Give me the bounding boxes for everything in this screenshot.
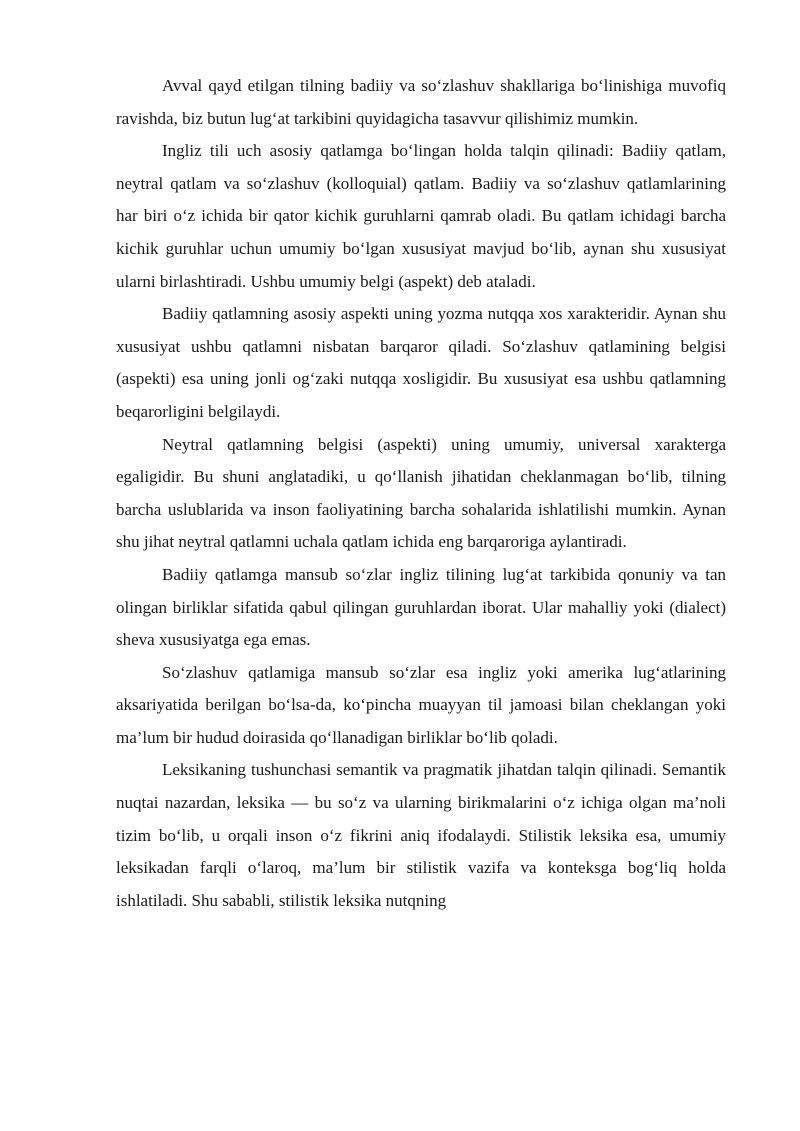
paragraph-1: Avval qayd etilgan tilning badiiy va so‘zlashuv shakllariga bo‘linishiga muvofiq ravishda, biz butun lug‘at tarkibini quyidagicha tasavvur qilishimiz mumkin. bbox=[116, 76, 726, 128]
paragraph-7: Leksikaning tushunchasi semantik va pragmatik jihatdan talqin qilinadi. Semantik nuqtai nazardan, leksika — bu so‘z va ularning birikmalarini o‘z ichiga olgan ma’noli tizim bo‘lib, u orqali inson o‘z fikrini aniq ifodalaydi. Stilistik leksika esa, umumiy leksikadan farqli o‘laroq, ma’lum bir stilistik vazifa va konteksga bog‘liq holda ishlatiladi. Shu sababli, stilistik leksika nutqning bbox=[116, 760, 726, 910]
paragraph-4: Neytral qatlamning belgisi (aspekti) uning umumiy, universal xarakterga egaligidir. Bu shuni anglatadiki, u qo‘llanish jihatidan cheklanmagan bo‘lib, tilning barcha uslublarida va inson faoliyatining barcha sohalarida ishlatilishi mumkin. Aynan shu jihat neytral qatlamni uchala qatlam ichida eng barqaroriga aylantiradi. bbox=[116, 434, 726, 552]
paragraph-6: So‘zlashuv qatlamiga mansub so‘zlar esa ingliz yoki amerika lug‘atlarining aksariyatida berilgan bo‘lsa-da, ko‘pincha muayyan til jamoasi bilan cheklangan yoki ma’lum bir hudud doirasida qo‘llanadigan birliklar bo‘lib qoladi. bbox=[116, 662, 726, 747]
paragraph-2: Ingliz tili uch asosiy qatlamga bo‘lingan holda talqin qilinadi: Badiiy qatlam, neytral qatlam va so‘zlashuv (kolloquial) qatlam. Badiiy va so‘zlashuv qatlamlarining har biri o‘z ichida bir qator kichik guruhlarni qamrab oladi. Bu qatlam ichidagi barcha kichik guruhlar uchun umumiy bo‘lgan xususiyat mavjud bo‘lib, aynan shu xususiyat ularni birlashtiradi. Ushbu umumiy belgi (aspekt) deb ataladi. bbox=[116, 141, 726, 291]
document-page bbox=[116, 70, 726, 917]
paragraph-3: Badiiy qatlamning asosiy aspekti uning yozma nutqqa xos xarakteridir. Aynan shu xususiyat ushbu qatlamni nisbatan barqaror qiladi. So‘zlashuv qatlamining belgisi (aspekti) esa uning jonli og‘zaki nutqqa xosligidir. Bu xususiyat esa ushbu qatlamning beqarorligini belgilaydi. bbox=[116, 304, 726, 421]
paragraph-5: Badiiy qatlamga mansub so‘zlar ingliz tilining lug‘at tarkibida qonuniy va tan olingan birliklar sifatida qabul qilingan guruhlardan iborat. Ular mahalliy yoki (dialect) sheva xususiyatga ega emas. bbox=[116, 564, 726, 650]
